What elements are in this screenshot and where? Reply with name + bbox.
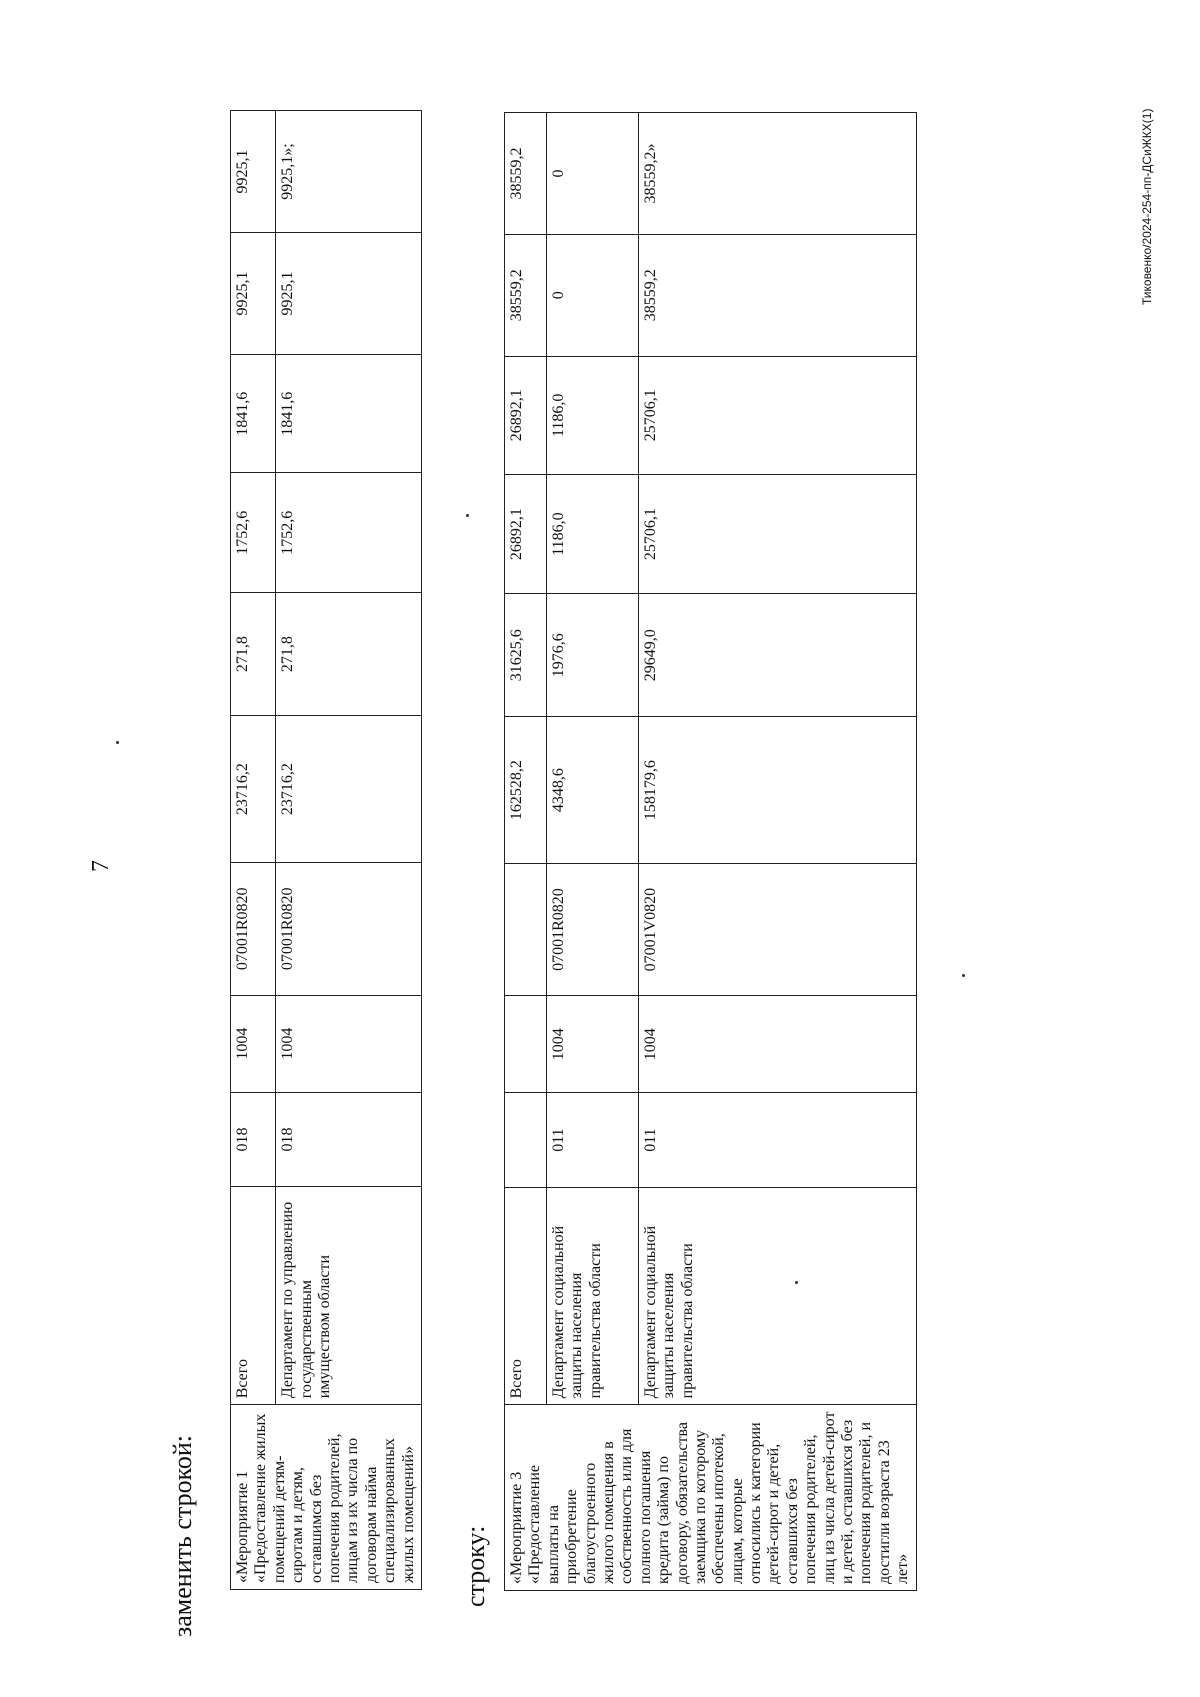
value-cell: 38559,2 [505,234,547,356]
csr-cell [505,863,547,995]
rzpr-cell: 1004 [231,995,276,1092]
table-row [546,113,638,1591]
executor-cell: Департамент социальной защиты населения правительства области [546,1187,638,1405]
executor-cell: Всего [231,1187,276,1405]
value-cell: 9925,1 [276,233,422,355]
measure-name-cell: «Мероприятие 3 «Предоставление выплаты на приобретение благоустроенного жилого помещения в собственность или для полного погашения кредита (займа) по договору, обязательства заемщика по которому обеспечены ипотекой, лицам, которые относились к категории детей-сирот и детей, оставшихся без попечения родителей, лиц из числа детей-сирот и детей, оставшихся без попечения родителей, и достигли возраста 23 лет» [505,1405,917,1591]
rzpr-cell: 1004 [639,996,917,1093]
scan-speck [962,974,965,977]
value-cell: 31625,6 [505,594,547,717]
csr-cell: 07001R0820 [231,862,276,995]
replaced-table [504,112,917,1591]
rzpr-cell: 1004 [276,995,422,1092]
value-cell: 9925,1 [231,111,276,233]
value-cell: 38559,2» [639,113,917,235]
value-cell: 9925,1 [231,233,276,355]
value-cell: 271,8 [276,593,422,716]
table-row [276,111,422,1590]
value-cell: 1841,6 [231,355,276,473]
value-cell: 9925,1»; [276,111,422,233]
value-cell: 162528,2 [505,717,547,864]
table-row [639,113,917,1591]
value-cell: 1841,6 [276,355,422,473]
grbs-cell: 011 [639,1093,917,1188]
value-cell: 1752,6 [231,473,276,593]
executor-cell: Всего [505,1187,547,1405]
measure-name-cell: «Мероприятие 1 «Предоставление жилых помещений детям-сиротам и детям, оставшимся без попечения родителей, лицам из их числа по договорам найма специализированных жилых помещений» [231,1405,422,1590]
scan-speck [795,1281,798,1284]
value-cell: 158179,6 [639,717,917,864]
rzpr-cell: 1004 [546,996,638,1093]
value-cell: 1752,6 [276,473,422,593]
value-cell: 25706,1 [639,356,917,474]
grbs-cell [505,1093,547,1188]
value-cell: 25706,1 [639,474,917,593]
table-row [231,111,276,1590]
value-cell: 4348,6 [546,717,638,864]
value-cell: 271,8 [231,593,276,716]
executor-cell: Департамент по управлению государственным имуществом области [276,1187,422,1405]
executor-cell: Департамент социальной защиты населения правительства области [639,1187,917,1405]
value-cell: 26892,1 [505,474,547,593]
value-cell: 23716,2 [231,716,276,863]
csr-cell: 07001R0820 [546,863,638,995]
rzpr-cell [505,996,547,1093]
csr-cell: 07001R0820 [276,862,422,995]
scan-speck [116,741,119,744]
value-cell: 0 [546,234,638,356]
value-cell: 26892,1 [505,356,547,474]
section2-intro: строку: [461,1525,490,1607]
document-footer-code: Тиковенко/2024-254-пп-ДСиЖКХ(1) [1140,108,1154,305]
value-cell: 1976,6 [546,594,638,717]
csr-cell: 07001V0820 [639,863,917,995]
page-number: 7 [88,860,114,872]
value-cell: 29649,0 [639,594,917,717]
value-cell: 38559,2 [639,234,917,356]
table-row [505,113,547,1591]
scan-speck [466,514,469,517]
grbs-cell: 018 [276,1092,422,1187]
value-cell: 0 [546,113,638,235]
value-cell: 1186,0 [546,356,638,474]
value-cell: 23716,2 [276,716,422,863]
replacement-table [230,110,422,1590]
value-cell: 1186,0 [546,474,638,593]
section1-intro: заменить строкой: [168,1434,197,1637]
grbs-cell: 018 [231,1092,276,1187]
value-cell: 38559,2 [505,113,547,235]
grbs-cell: 011 [546,1093,638,1188]
